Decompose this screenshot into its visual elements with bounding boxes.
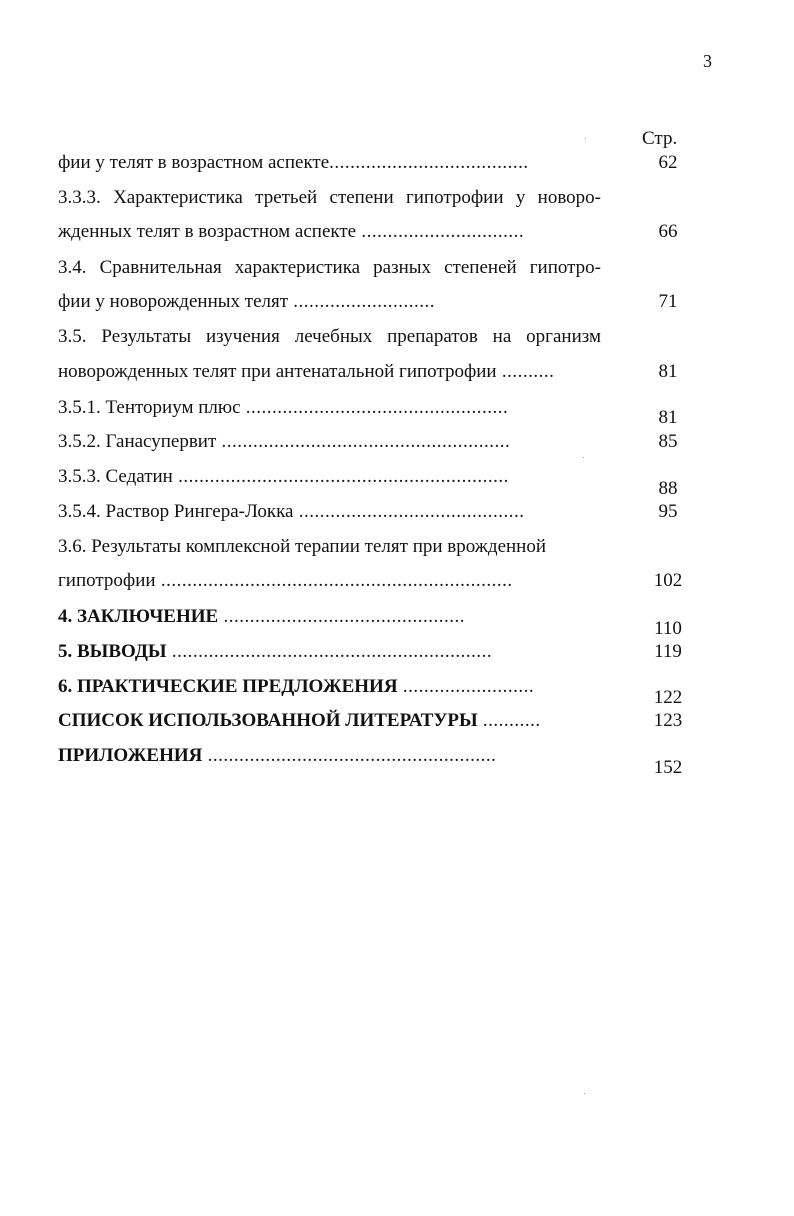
toc-entry-page: 88 bbox=[658, 478, 678, 499]
toc-entry-page: 119 bbox=[654, 641, 682, 662]
toc-entry-text: 3.5.4. Раствор Рингера-Локка ........................................... bbox=[58, 501, 525, 522]
toc-entry-text: фии у телят в возрастном аспекте...................................... bbox=[58, 152, 529, 173]
toc-entry-page: 110 bbox=[654, 618, 682, 639]
toc-entry-text: 3.5.3. Седатин ............................................................... bbox=[58, 466, 509, 487]
toc-entry-page: 81 bbox=[658, 361, 678, 382]
scan-speck bbox=[583, 457, 584, 458]
toc-entry-page: 71 bbox=[658, 291, 678, 312]
toc-entry-page: 85 bbox=[658, 431, 678, 452]
pages-column-header: Стр. bbox=[642, 128, 678, 149]
toc-entry-text: 5. ВЫВОДЫ ............................................................. bbox=[58, 641, 493, 662]
toc-entry-text: 3.5. Результаты изучения лечебных препаратов на организм bbox=[58, 326, 601, 347]
toc-entry-text: фии у новорожденных телят ........................... bbox=[58, 291, 436, 312]
toc-entry-text: гипотрофии ................................................................... bbox=[58, 570, 513, 591]
toc-entry-text: 3.4. Сравнительная характеристика разных степеней гипотро- bbox=[58, 257, 601, 278]
toc-entry-page: 123 bbox=[653, 710, 683, 731]
toc-entry-text: 4. ЗАКЛЮЧЕНИЕ .............................................. bbox=[58, 606, 465, 627]
scan-speck bbox=[584, 1093, 585, 1094]
toc-entry-text: новорожденных телят при антенатальной гипотрофии .......... bbox=[58, 361, 555, 382]
toc-entry-page: 122 bbox=[653, 687, 683, 708]
toc-entry-text: 3.3.3. Характеристика третьей степени гипотрофии у новоро- bbox=[58, 187, 601, 208]
toc-entry-text: 3.6. Результаты комплексной терапии телят при врожденной bbox=[58, 536, 547, 557]
toc-entry-page: 152 bbox=[653, 757, 683, 778]
toc-entry-text: ПРИЛОЖЕНИЯ ....................................................... bbox=[58, 745, 497, 766]
toc-entry-text: 3.5.2. Ганасупервит ....................................................... bbox=[58, 431, 511, 452]
toc-entry-page: 66 bbox=[658, 221, 678, 242]
toc-entry-page: 81 bbox=[658, 407, 678, 428]
toc-entry-page: 62 bbox=[658, 152, 678, 173]
page-number: 3 bbox=[703, 51, 712, 71]
toc-entry-text: 6. ПРАКТИЧЕСКИЕ ПРЕДЛОЖЕНИЯ ......................... bbox=[58, 676, 535, 697]
toc-entry-text: жденных телят в возрастном аспекте ............................... bbox=[58, 221, 525, 242]
toc-entry-page: 95 bbox=[658, 501, 678, 522]
toc-entry-text: 3.5.1. Тенториум плюс .................................................. bbox=[58, 397, 509, 418]
scan-speck bbox=[585, 138, 586, 139]
toc-entry-page: 102 bbox=[653, 570, 683, 591]
toc-entry-text: СПИСОК ИСПОЛЬЗОВАННОЙ ЛИТЕРАТУРЫ ........... bbox=[58, 710, 541, 731]
